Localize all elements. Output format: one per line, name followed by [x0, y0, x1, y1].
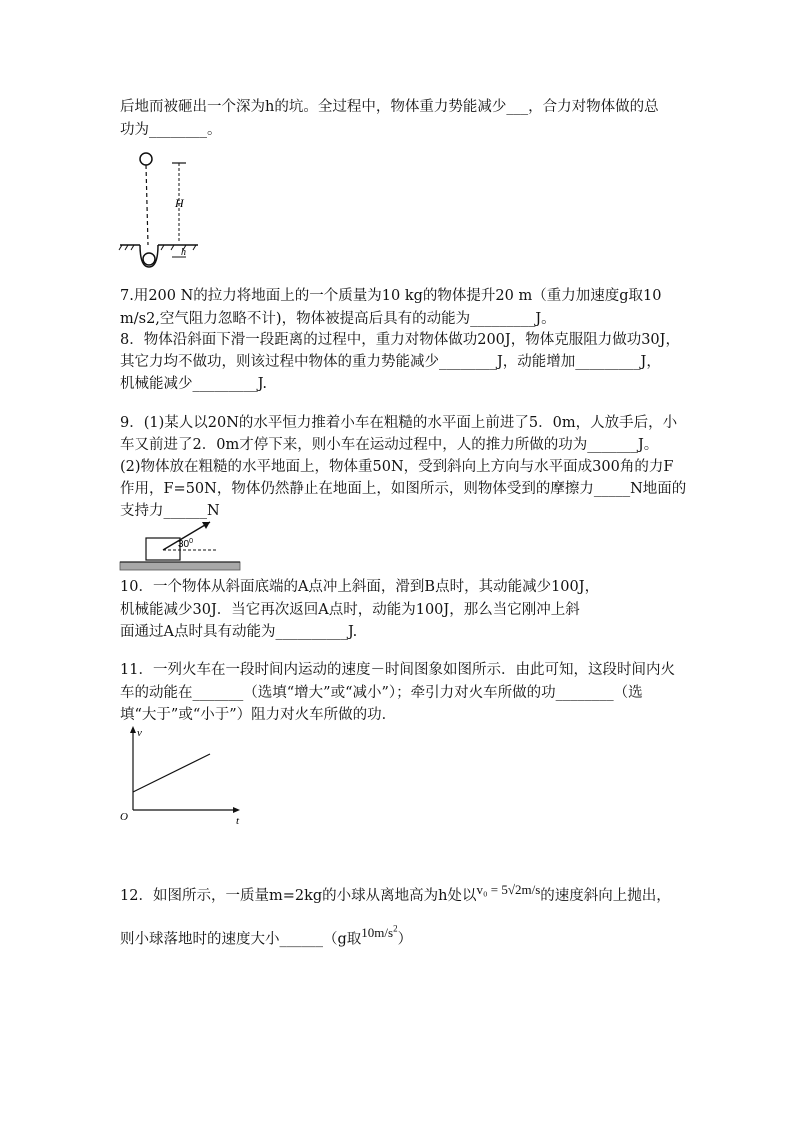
fall-path: [146, 165, 148, 245]
label-H: H: [175, 196, 184, 210]
q9-line-1: 9．(1)某人以20N的水平恒力推着小车在粗糙的水平面上前进了5．0m，人放手后，小: [120, 415, 678, 431]
q11-line-1: 11．一列火车在一段时间内运动的速度－时间图象如图所示．由此可知，这段时间内火: [120, 662, 675, 678]
gravity-formula: $10m/s^2$: [361, 924, 398, 941]
q9-line-4: 作用，F=50N，物体仍然静止在地面上，如图所示，则物体受到的摩擦力_____N地面的: [120, 481, 687, 497]
q10-line-3: 面通过A点时具有动能为__________J.: [120, 624, 358, 640]
origin-label: O: [120, 811, 128, 823]
q6-line-1: 后地而被砸出一个深为h的坑。全过程中，物体重力势能减少___，合力对物体做的总: [120, 99, 659, 115]
velocity-line: [133, 754, 210, 792]
ball-start: [140, 153, 152, 165]
q8-line-2: 其它力均不做功，则该过程中物体的重力势能减少________J，动能增加_________J，: [120, 354, 661, 370]
q10-line-1: 10．一个物体从斜面底端的A点冲上斜面，滑到B点时，其动能减少100J，: [120, 579, 600, 595]
q11-line-2: 车的动能在_______（选填“增大”或“减小”）；牵引力对火车所做的功________（选: [120, 685, 643, 701]
initial-velocity-formula: v₀ = 5√2m/s: [476, 882, 541, 897]
ground: [120, 562, 240, 570]
q12-line-2: [120, 919, 412, 949]
q12-text-2b: ）: [397, 931, 413, 948]
force-figure: [118, 500, 243, 575]
q8-line-3: 机械能减少_________J.: [120, 376, 268, 392]
block: [146, 538, 180, 560]
q12-text-2a: 则小球落地时的速度大小______（g取: [120, 931, 362, 948]
q12-text-1a: 12．如图所示，一质量m=2kg的小球从离地高为h处以: [120, 888, 477, 904]
ball-end: [143, 253, 155, 265]
q9-line-3: (2)物体放在粗糙的水平地面上，物体重50N，受到斜向上方向与水平面成300角的力F: [120, 459, 674, 475]
q8-line-1: 8．物体沿斜面下滑一段距离的过程中，重力对物体做功200J，物体克服阻力做功30J，: [120, 332, 680, 348]
pit-figure: [118, 145, 208, 273]
q9-line-2: 车又前进了2．0m才停下来，则小车在运动过程中，人的推力所做的功为_______J。: [120, 437, 659, 453]
q10-line-2: 机械能减少30J．当它再次返回A点时，动能为100J，那么当它刚冲上斜: [120, 602, 580, 618]
label-h: h: [181, 247, 186, 258]
vt-graph: [118, 722, 248, 827]
q12-line-1: [120, 880, 671, 906]
t-label: t: [236, 815, 240, 827]
q9-line-5: 支持力______N: [120, 503, 220, 519]
q12-text-1b: 的速度斜向上抛出，: [540, 888, 671, 904]
angle-label: $30^0$: [178, 538, 194, 550]
q11-line-3: 填“大于”或“小于”）阻力对火车所做的功．: [120, 707, 397, 723]
q7-line-1: 7.用200 N的拉力将地面上的一个质量为10 kg的物体提升20 m（重力加速度g取10: [120, 288, 662, 304]
v-label: v: [137, 727, 142, 739]
pit: [140, 245, 158, 267]
q7-line-2: m/s2,空气阻力忽略不计)，物体被提高后具有的动能为_________J。: [120, 311, 556, 327]
q6-line-2: 功为________。: [120, 122, 222, 138]
